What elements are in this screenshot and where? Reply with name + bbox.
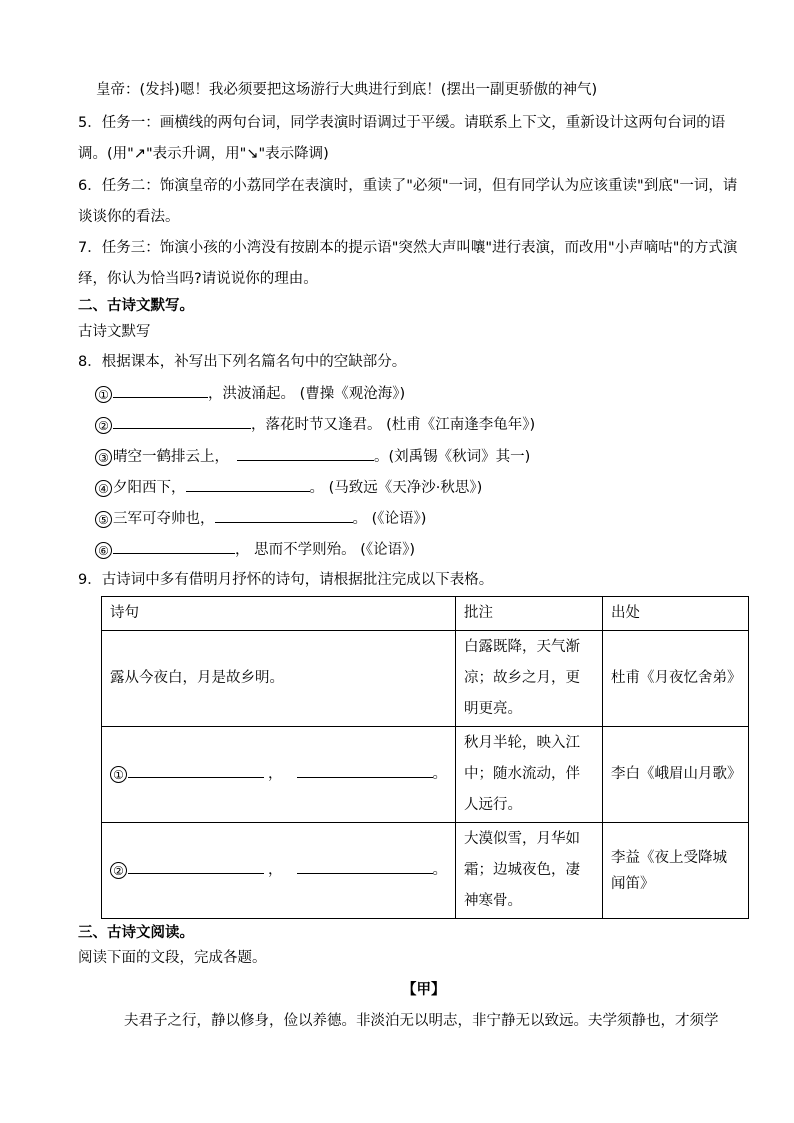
poem-text: 露从今夜白，月是故乡明。: [110, 670, 284, 686]
answer-blank[interactable]: [237, 446, 374, 461]
note-cell: [456, 823, 603, 919]
source-cell: [602, 823, 748, 919]
note-text: 白露既降，天气渐凉；故乡之月，更明更亮。: [464, 639, 580, 717]
item-text: 。 (马致远《天净沙·秋思》): [309, 480, 483, 496]
item-text: ， 思而不学则殆。 (《论语》): [235, 542, 416, 558]
item-text: 。(刘禹锡《秋词》其一): [374, 449, 531, 465]
separator: ，: [268, 766, 283, 782]
question-9-prompt: 9．古诗词中多有借明月抒怀的诗句，请根据批注完成以下表格。: [78, 572, 494, 588]
item-prefix: 晴空一鹤排云上，: [113, 449, 229, 465]
header-poem: 诗句: [102, 597, 456, 631]
item-number: ④: [95, 480, 112, 497]
answer-blank[interactable]: [215, 508, 353, 523]
answer-blank[interactable]: [128, 763, 264, 778]
row-number: ①: [110, 766, 127, 783]
header-source: 出处: [602, 597, 748, 631]
ending: 。: [432, 766, 447, 782]
question-6-line-1: 6．任务二：饰演皇帝的小荔同学在表演时，重读了"必须"一词，但有同学认为应该重读"到底"一词，请: [78, 178, 738, 194]
poem-table: [101, 596, 749, 919]
item-number: ⑤: [95, 511, 112, 528]
source-cell: [602, 727, 748, 823]
question-6-line-2: 谈谈你的看法。: [78, 209, 180, 225]
poem-cell: [102, 823, 456, 919]
question-8-prompt: 8．根据课本，补写出下列名篇名句中的空缺部分。: [78, 354, 407, 370]
answer-blank[interactable]: [113, 383, 208, 398]
answer-blank[interactable]: [186, 477, 310, 492]
answer-blank[interactable]: [297, 859, 433, 874]
item-number: ①: [95, 386, 112, 403]
q8-item-5: [95, 508, 426, 529]
question-5-line-2: 调。(用"↗"表示升调，用"↘"表示降调): [78, 146, 329, 162]
item-text: ，落花时节又逢君。 (杜甫《江南逢李龟年》): [251, 417, 536, 433]
note-cell: [456, 727, 603, 823]
section-3-subheading: 阅读下面的文段，完成各题。: [78, 950, 267, 966]
answer-blank[interactable]: [297, 763, 433, 778]
item-text: 。 (《论语》): [352, 511, 427, 527]
q8-item-4: [95, 477, 482, 498]
table-header-row: [102, 597, 749, 631]
poem-cell: [102, 727, 456, 823]
source-text: 李白《峨眉山月歌》: [610, 766, 742, 782]
separator: ，: [268, 862, 283, 878]
poem-cell: [102, 631, 456, 727]
table-row: [102, 823, 749, 919]
table-row: [102, 631, 749, 727]
source-text: 杜甫《月夜忆舍弟》: [610, 670, 742, 686]
ending: 。: [432, 862, 447, 878]
q8-item-1: [95, 383, 405, 404]
item-text: ，洪波涌起。 (曹操《观沧海》): [208, 386, 406, 402]
q8-item-2: [95, 414, 535, 435]
question-7-line-2: 绎，你认为恰当吗?请说说你的理由。: [78, 271, 318, 287]
note-text: 大漠似雪，月华如霜；边城夜色，凄神寒骨。: [464, 831, 580, 909]
row-number: ②: [110, 862, 127, 879]
item-prefix: 夕阳西下，: [113, 480, 186, 496]
q8-item-6: [95, 539, 415, 560]
question-7-line-1: 7．任务三：饰演小孩的小湾没有按剧本的提示语"突然大声叫嚷"进行表演，而改用"小声嘀咕"的方式演: [78, 240, 738, 256]
passage-label-jia: 【甲】: [402, 982, 446, 998]
item-number: ③: [95, 449, 112, 466]
passage-text: 夫君子之行，静以修身，俭以养德。非淡泊无以明志，非宁静无以致远。夫学须静也，才须学: [124, 1013, 719, 1029]
header-note: 批注: [456, 597, 603, 631]
emperor-line: 皇帝：(发抖)嗯！我必须要把这场游行大典进行到底！(摆出一副更骄傲的神气): [96, 82, 598, 98]
answer-blank[interactable]: [113, 414, 251, 429]
answer-blank[interactable]: [128, 859, 264, 874]
section-3-heading: 三、古诗文阅读。: [78, 925, 194, 941]
table-row: [102, 727, 749, 823]
q8-item-3: [95, 446, 530, 467]
answer-blank[interactable]: [113, 539, 235, 554]
section-2-subheading: 古诗文默写: [78, 324, 151, 340]
source-text: 李益《夜上受降城闻笛》: [610, 849, 727, 892]
item-prefix: 三军可夺帅也，: [113, 511, 215, 527]
note-text: 秋月半轮，映入江中；随水流动，伴人远行。: [464, 735, 580, 813]
item-number: ②: [95, 417, 112, 434]
note-cell: [456, 631, 603, 727]
item-number: ⑥: [95, 542, 112, 559]
question-5-line-1: 5．任务一：画横线的两句台词，同学表演时语调过于平缓。请联系上下文，重新设计这两句台词的语: [78, 115, 726, 131]
section-2-heading: 二、古诗文默写。: [78, 298, 194, 314]
source-cell: [602, 631, 748, 727]
